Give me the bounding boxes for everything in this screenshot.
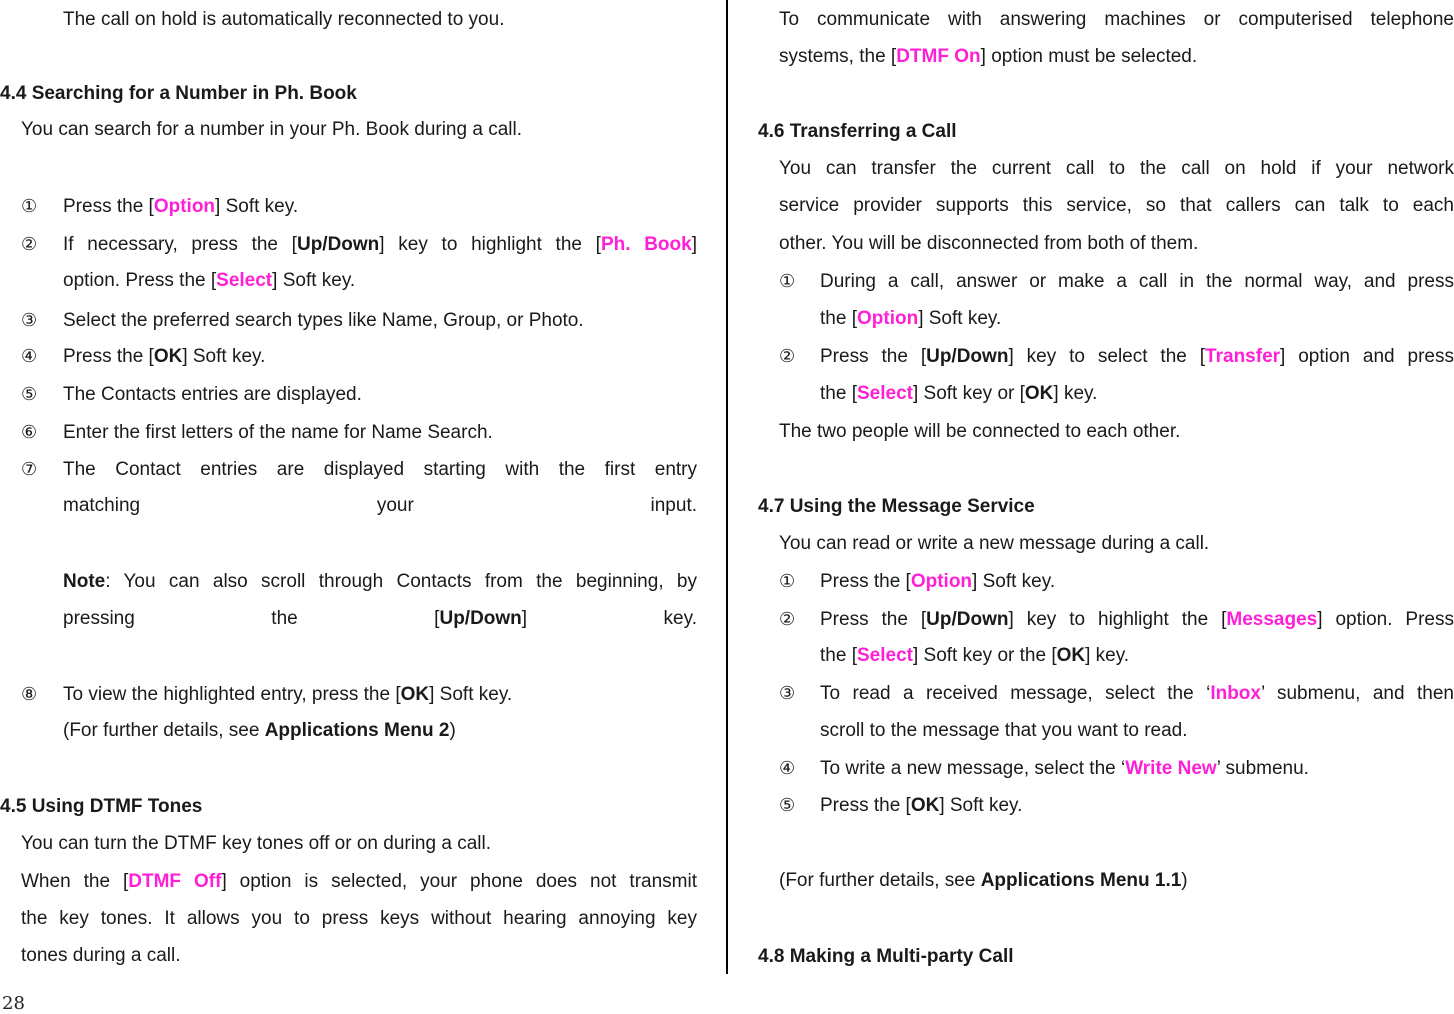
- section-4-8-heading: 4.8 Making a Multi-party Call: [758, 946, 1014, 967]
- step-number: ①: [779, 271, 796, 292]
- step-number: ④: [21, 346, 38, 367]
- note-text: pressing the [Up/Down] key.: [63, 608, 697, 629]
- paragraph-text: You can transfer the current call to the call on hold if your network: [779, 158, 1454, 179]
- step-number: ①: [21, 196, 38, 217]
- reference-text: (For further details, see Applications Menu 2): [63, 720, 456, 741]
- section-4-4-heading: 4.4 Searching for a Number in Ph. Book: [0, 83, 357, 104]
- reference-text: (For further details, see Applications Menu 1.1): [779, 870, 1188, 891]
- paragraph-text: service provider supports this service, so that callers can talk to each: [779, 195, 1454, 216]
- step-text: Press the [OK] Soft key.: [63, 346, 266, 367]
- step-number: ④: [779, 758, 796, 779]
- step-number: ②: [21, 234, 38, 255]
- step-number: ③: [21, 310, 38, 331]
- step-number: ⑧: [21, 684, 38, 705]
- step-text: Enter the first letters of the name for Name Search.: [63, 422, 493, 443]
- step-number: ⑥: [21, 422, 38, 443]
- hold-reconnect-text: The call on hold is automatically reconnected to you.: [63, 9, 505, 30]
- step-text: To read a received message, select the ‘Inbox’ submenu, and then: [820, 683, 1454, 704]
- step-text: The Contacts entries are displayed.: [63, 384, 362, 405]
- step-number: ①: [779, 571, 796, 592]
- step-text: option. Press the [Select] Soft key.: [63, 270, 356, 291]
- step-number: ⑤: [779, 795, 796, 816]
- paragraph-text: tones during a call.: [21, 945, 181, 966]
- step-text: Press the [Option] Soft key.: [820, 571, 1056, 592]
- column-divider: [726, 0, 728, 974]
- paragraph-text: To communicate with answering machines or computerised telephone: [779, 9, 1454, 30]
- step-number: ⑤: [21, 384, 38, 405]
- step-text: Press the [Up/Down] key to highlight the [Messages] option. Press: [820, 609, 1454, 630]
- step-number: ②: [779, 609, 796, 630]
- section-4-4-intro: You can search for a number in your Ph. Book during a call.: [21, 119, 522, 140]
- step-text: the [Option] Soft key.: [820, 308, 1002, 329]
- paragraph-text: The two people will be connected to each other.: [779, 421, 1181, 442]
- step-text: To write a new message, select the ‘Write New’ submenu.: [820, 758, 1309, 779]
- section-4-6-heading: 4.6 Transferring a Call: [758, 121, 957, 142]
- step-text: the [Select] Soft key or the [OK] key.: [820, 645, 1130, 666]
- step-text: Press the [Up/Down] key to select the [Transfer] option and press: [820, 346, 1454, 367]
- page-number: 28: [2, 993, 25, 1014]
- step-text: Select the preferred search types like Name, Group, or Photo.: [63, 310, 584, 331]
- step-text: If necessary, press the [Up/Down] key to highlight the [Ph. Book]: [63, 234, 697, 255]
- paragraph-text: other. You will be disconnected from both of them.: [779, 233, 1199, 254]
- step-text: Press the [Option] Soft key.: [63, 196, 299, 217]
- section-4-7-heading: 4.7 Using the Message Service: [758, 496, 1035, 517]
- step-number: ⑦: [21, 459, 38, 480]
- step-text: During a call, answer or make a call in the normal way, and press: [820, 271, 1454, 292]
- paragraph-text: the key tones. It allows you to press keys without hearing annoying key: [21, 908, 697, 929]
- step-number: ②: [779, 346, 796, 367]
- paragraph-text: You can turn the DTMF key tones off or on during a call.: [21, 833, 491, 854]
- section-4-5-heading: 4.5 Using DTMF Tones: [0, 796, 203, 817]
- step-text: the [Select] Soft key or [OK] key.: [820, 383, 1098, 404]
- paragraph-text: When the [DTMF Off] option is selected, your phone does not transmit: [21, 871, 697, 892]
- step-text: Press the [OK] Soft key.: [820, 795, 1023, 816]
- step-text: To view the highlighted entry, press the [OK] Soft key.: [63, 684, 513, 705]
- paragraph-text: You can read or write a new message during a call.: [779, 533, 1210, 554]
- step-number: ③: [779, 683, 796, 704]
- note-text: Note: You can also scroll through Contacts from the beginning, by: [63, 571, 697, 592]
- step-text: scroll to the message that you want to read.: [820, 720, 1188, 741]
- step-text: matching your input.: [63, 495, 697, 516]
- step-text: The Contact entries are displayed starting with the first entry: [63, 459, 697, 480]
- paragraph-text: systems, the [DTMF On] option must be selected.: [779, 46, 1198, 67]
